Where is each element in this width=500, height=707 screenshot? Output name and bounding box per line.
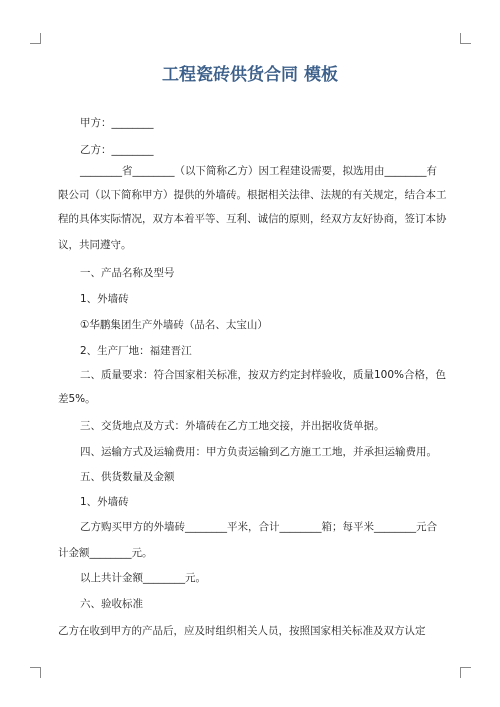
section-2-quality-line-2: 差5%。 (58, 393, 96, 405)
item-1-exterior-tile: 1、外墙砖 (80, 293, 129, 305)
preamble-line-3: 程的具体实际情况，双方本着平等、互利、诚信的原则，经双方友好协商，签订本协 (58, 213, 447, 225)
purchase-line-1: 乙方购买甲方的外墙砖________平米，合计________箱；每平米________元合 (80, 521, 437, 533)
section-5-item-1: 1、外墙砖 (80, 496, 129, 508)
section-4-transport: 四、运输方式及运输费用：甲方负责运输到乙方施工工地，并承担运输费用。 (80, 446, 437, 458)
crop-mark-top-left (30, 33, 41, 44)
section-6-heading: 六、验收标准 (80, 598, 143, 610)
document-title: 工程瓷砖供货合同 模板 (162, 65, 338, 85)
crop-mark-top-right (460, 33, 471, 44)
preamble-line-4: 议，共同遵守。 (58, 239, 132, 251)
section-2-quality-line-1: 二、质量要求：符合国家相关标准，按双方约定封样验收，质量100%合格，色 (80, 369, 447, 381)
crop-mark-bottom-right (460, 667, 471, 678)
purchase-line-2: 计金额________元。 (58, 547, 153, 559)
item-2-origin: 2、生产厂地：福建晋江 (80, 345, 192, 357)
party-a-line: 甲方：________ (80, 117, 154, 129)
crop-mark-bottom-left (30, 667, 41, 678)
preamble-line-2: 限公司（以下简称甲方）提供的外墙砖。根据相关法律、法规的有关规定，结合本工 (58, 189, 447, 201)
preamble-line-1: ________省________（以下简称乙方）因工程建设需要，拟选用由________有 (80, 165, 437, 177)
section-5-heading: 五、供货数量及金额 (80, 471, 175, 483)
acceptance-line-1: 乙方在收到甲方的产品后，应及时组织相关人员，按照国家相关标准及双方认定 (58, 625, 426, 637)
total-amount-line: 以上共计金额________元。 (80, 572, 206, 584)
item-1-product: ①华鹏集团生产外墙砖（品名、太宝山） (80, 319, 268, 331)
section-1-heading: 一、产品名称及型号 (80, 267, 175, 279)
party-b-line: 乙方：________ (80, 144, 154, 156)
section-3-delivery: 三、交货地点及方式：外墙砖在乙方工地交接，并出据收货单据。 (80, 420, 385, 432)
